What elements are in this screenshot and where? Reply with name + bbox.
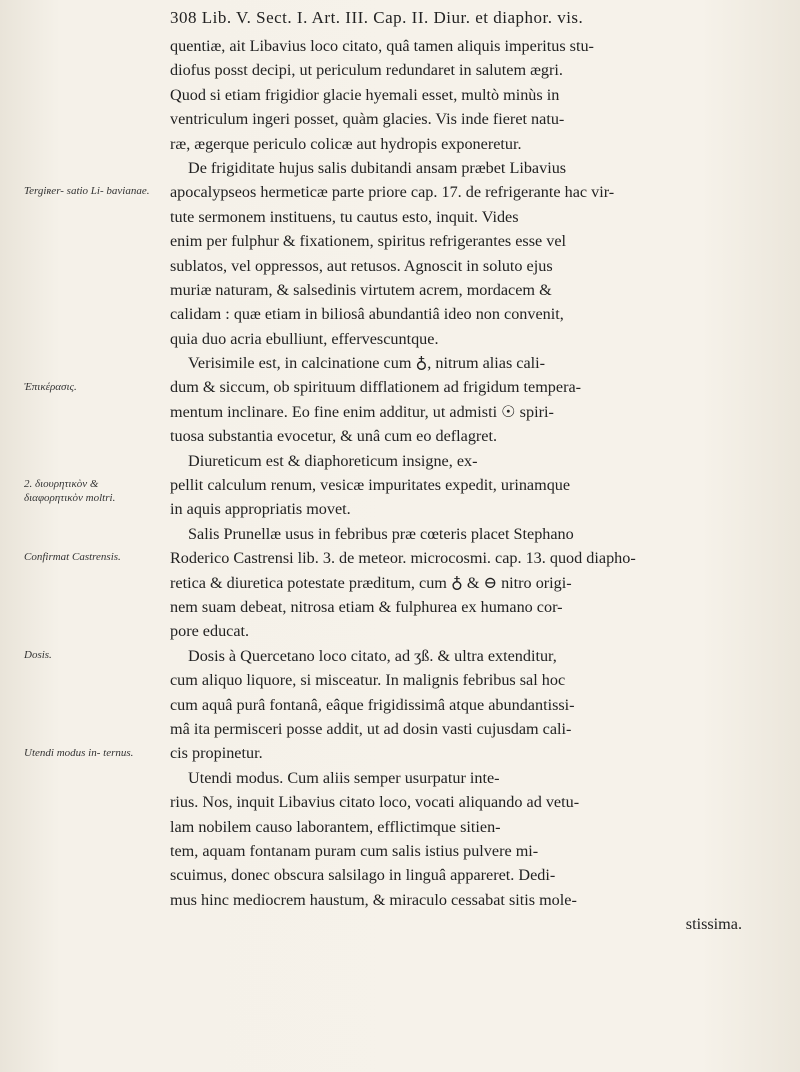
text-line: scuimus, donec obscura salsilago in linguâ appareret. Dedi- [170,866,556,885]
margin-note: Confirmat Castrensis. [24,551,121,564]
text-line: mâ ita permisceri posse addit, ut ad dosin vasti cujusdam cali- [170,719,572,738]
margin-note: Tergiʀer- satio Li- bavianae. [24,185,150,198]
text-line: nem suam debeat, nitrosa etiam & fulphurea ex humano cor- [170,597,563,616]
text-line: Diureticum est & diaphoreticum insigne, ex- [188,451,478,470]
text-line: mus hinc mediocrem haustum, & miraculo cessabat sitis mole- [170,890,577,909]
text-line: ræ, ægerque periculo colicæ aut hydropis exponeretur. [170,134,522,153]
text-line: tuosa substantia evocetur, & unâ cum eo deflagret. [170,427,498,446]
text-line: Verisimile est, in calcinatione cum ♁, nitrum alias cali- [188,354,546,373]
text-line: Roderico Castrensi lib. 3. de meteor. microcosmi. cap. 13. quod diapho- [170,549,636,568]
text-line: cis propinetur. [170,744,263,763]
text-line: lam nobilem causo laborantem, efflictimque sitien- [170,817,501,836]
margin-note: Ἐπικέρασις. [24,380,77,393]
text-line: pellit calculum renum, vesicæ impuritates expedit, urinamque [170,476,571,495]
text-line: retica & diuretica potestate præditum, cum ♁ & ⊖ nitro origi- [170,573,572,592]
text-line: Quod si etiam frigidior glacie hyemali esset, multò minùs in [170,85,560,104]
margin-note: 2. διουρητικὸν & διαφορητικὸν moltri. [24,478,116,505]
text-line: rius. Nos, inquit Libavius citato loco, vocati aliquando ad vetu- [170,793,580,812]
text-line: tute sermonem instituens, tu cautus esto, inquit. Vides [170,207,519,226]
main-text [170,34,782,936]
text-line: quentiæ, ait Libavius loco citato, quâ tamen aliquis imperitus stu- [170,37,594,55]
margin-note: Utendi modus in- ternus. [24,746,134,759]
text-line: dum & siccum, ob spirituum difflationem ad frigidum tempera- [170,378,582,397]
text-line: ventriculum ingeri posset, quàm glacies. Vis inde fieret natu- [170,110,565,129]
text-line: diofus posst decipi, ut periculum redundaret in salutem ægri. [170,61,563,80]
text-line: cum aliquo liquore, si misceatur. In malignis febribus sal hoc [170,671,566,690]
text-line: mentum inclinare. Eo fine enim additur, ut admisti ☉ spiri- [170,402,554,421]
text-line: sublatos, vel oppressos, aut retusos. Agnoscit in soluto ejus [170,256,553,275]
text-line: tem, aquam fontanam puram cum salis istius pulvere mi- [170,841,539,860]
text-line: cum aquâ purâ fontanâ, eâque frigidissimâ atque abundantissi- [170,695,575,714]
margin-note: Dosis. [24,649,52,661]
text-line: Salis Prunellæ usus in febribus præ cœteris placet Stephano [188,524,574,543]
text-line: enim per fulphur & fixationem, spiritus refrigerantes esse vel [170,232,567,251]
text-line: apocalypseos hermeticæ parte priore cap. 17. de refrigerante hac vir- [170,183,615,202]
text-line: Dosis à Quercetano loco citato, ad ʒß. & ultra extenditur, [188,646,557,665]
text-line: muriæ naturam, & salsedinis virtutem acrem, mordacem & [170,280,552,299]
running-header: 308 Lib. V. Sect. I. Art. III. Cap. II. Diur. et diaphor. vis. [170,8,584,27]
text-line: Utendi modus. Cum aliis semper usurpatur inte- [188,768,500,787]
text-line: De frigiditate hujus salis dubitandi ansam præbet Libavius [188,158,567,177]
text-line: pore educat. [170,622,250,641]
text-line: in aquis appropriatis movet. [170,500,351,519]
text-line: stissima. [685,915,742,934]
text-line: calidam : quæ etiam in biliosâ abundantiâ ideo non convenit, [170,305,564,324]
text-line: quia duo acria ebulliunt, effervescuntque. [170,329,439,348]
